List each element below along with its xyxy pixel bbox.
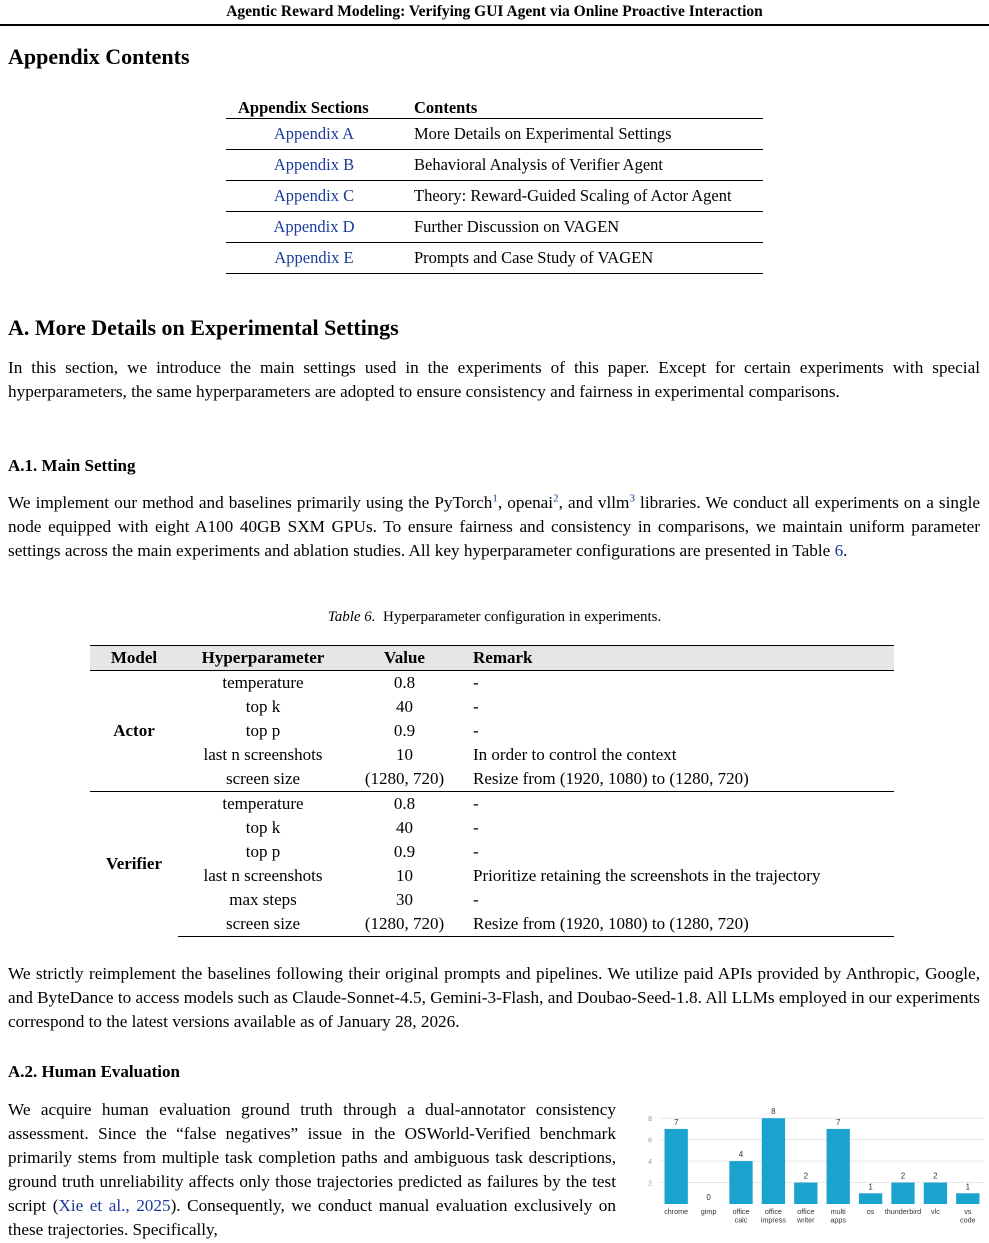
table-row bbox=[226, 212, 763, 243]
section-a-title: A. More Details on Experimental Settings bbox=[8, 315, 399, 340]
x-tick-label: impress bbox=[760, 1215, 786, 1225]
appendix-c-content: Theory: Reward-Guided Scaling of Actor Agent bbox=[402, 181, 763, 212]
appendix-b-content: Behavioral Analysis of Verifier Agent bbox=[402, 150, 763, 181]
x-tick-label: code bbox=[960, 1215, 976, 1225]
y-tick-label: 6 bbox=[648, 1137, 652, 1145]
table-row: last n screenshots 10 In order to control the context bbox=[203, 745, 677, 764]
table-row bbox=[226, 150, 763, 181]
bar-value-label: 1 bbox=[868, 1182, 873, 1192]
appendix-b-link[interactable]: Appendix B bbox=[273, 155, 355, 174]
bar-value-label: 0 bbox=[706, 1193, 711, 1202]
bar-value-label: 8 bbox=[771, 1107, 776, 1117]
bar bbox=[665, 1129, 688, 1204]
y-tick-label: 4 bbox=[648, 1159, 652, 1167]
bar bbox=[956, 1193, 979, 1204]
bar-value-label: 2 bbox=[803, 1171, 809, 1181]
section-a1-paragraph: We implement our method and baselines primarily using the PyTorch$^1$, openai$^2$, and vllm$^3$ libraries. We conduct all experiments on a single node equipped with eight A100 40GB SXM GPUs. To ensure fairness and consistency in comparisons, we maintain uniform parameter settings across the main experiments and ablation studies. All key hyperparameter configurations are presented in Table 6. bbox=[8, 492, 980, 560]
appendix-d-content: Further Discussion on VAGEN bbox=[402, 212, 763, 243]
x-tick-label: vs bbox=[964, 1207, 972, 1216]
bar bbox=[924, 1183, 947, 1204]
bar bbox=[794, 1183, 817, 1204]
x-tick-label: vlc bbox=[931, 1207, 940, 1216]
bar-chart-svg bbox=[640, 1080, 988, 1243]
x-tick-label: os bbox=[866, 1207, 875, 1216]
table-row: screen size (1280, 720) Resize from (1920, 1080) to (1280, 720) bbox=[90, 912, 894, 937]
bar bbox=[762, 1118, 785, 1204]
bar-value-label: 2 bbox=[900, 1171, 906, 1181]
bar bbox=[827, 1129, 850, 1204]
x-tick-label: thunderbird bbox=[884, 1207, 922, 1216]
x-tick-label: apps bbox=[830, 1215, 846, 1225]
appendix-contents-title: Appendix Contents bbox=[8, 44, 190, 69]
model-actor: Actor bbox=[113, 721, 155, 740]
bar-value-label: 4 bbox=[738, 1150, 744, 1160]
col-header-sections: Appendix Sections bbox=[226, 92, 402, 119]
col-header-model: Model bbox=[90, 646, 178, 671]
baselines-paragraph: We strictly reimplement the baselines following their original prompts and pipelines. We utilize paid APIs provided by Anthropic, Google, and ByteDance to access models such as Claude-Sonnet-4.5, Gemini-3-Flash, and Doubao-Seed-1.8. All LLMs employed in our experiments correspond to the latest versions available as of January 28, 2026. bbox=[8, 964, 980, 1031]
y-tick-label: 2 bbox=[648, 1180, 652, 1188]
bar bbox=[891, 1183, 914, 1204]
x-tick-label: chrome bbox=[664, 1207, 689, 1216]
col-header-remark: Remark bbox=[461, 646, 894, 671]
table-row bbox=[226, 243, 763, 274]
table-row: screen size (1280, 720) Resize from (1920, 1080) to (1280, 720) bbox=[225, 769, 749, 788]
appendix-contents-table bbox=[226, 92, 763, 274]
table-row: last n screenshots 10 Prioritize retaining the screenshots in the trajectory bbox=[203, 866, 821, 885]
y-tick-label: 8 bbox=[648, 1116, 652, 1124]
table-row bbox=[226, 119, 763, 150]
appendix-a-link[interactable]: Appendix A bbox=[273, 124, 355, 143]
bar-value-label: 7 bbox=[835, 1117, 841, 1127]
appendix-c-link[interactable]: Appendix C bbox=[273, 186, 355, 205]
x-tick-label: gimp bbox=[700, 1207, 717, 1216]
task-distribution-bar-chart bbox=[640, 1080, 988, 1243]
col-header-hyperparameter: Hyperparameter bbox=[178, 646, 348, 671]
running-head: Agentic Reward Modeling: Verifying GUI Agent via Online Proactive Interaction bbox=[226, 3, 763, 20]
table-6-caption: Table 6. Hyperparameter configuration in experiments. bbox=[327, 609, 662, 625]
bar bbox=[729, 1161, 752, 1204]
appendix-a-content: More Details on Experimental Settings bbox=[402, 119, 763, 150]
table-row bbox=[226, 181, 763, 212]
table-row: max steps 30 - bbox=[229, 890, 479, 909]
x-tick-label: multi bbox=[830, 1207, 846, 1216]
table-row: Verifier temperature 0.8 - bbox=[90, 792, 894, 817]
footnote-1-link[interactable]: 1 bbox=[492, 492, 498, 505]
col-header-contents: Contents bbox=[402, 92, 763, 119]
model-verifier: Verifier bbox=[90, 792, 178, 937]
x-tick-label: calc bbox=[734, 1215, 748, 1225]
appendix-e-link[interactable]: Appendix E bbox=[274, 248, 354, 267]
bar-value-label: 7 bbox=[673, 1117, 679, 1127]
table-row: top k 40 - bbox=[245, 818, 479, 837]
bar-value-label: 1 bbox=[965, 1182, 971, 1192]
table-6-ref-link[interactable]: 6 bbox=[834, 541, 844, 560]
appendix-e-content: Prompts and Case Study of VAGEN bbox=[402, 243, 763, 274]
x-tick-label: office bbox=[732, 1207, 750, 1216]
header-rule bbox=[0, 24, 989, 26]
section-a2-title: A.2. Human Evaluation bbox=[8, 1062, 180, 1081]
table-row: top p 0.9 - bbox=[245, 842, 479, 861]
table-row: Actor temperature 0.8 - bbox=[90, 671, 894, 696]
hyperparameter-table bbox=[90, 645, 894, 937]
section-a2-paragraph: We acquire human evaluation ground truth through a dual-annotator consistency assessment. Since the “false negatives” issue in the OSWorld-Verified benchmark primarily stems from multiple task completion paths and ambiguous task descriptions, ground truth unreliability affects only those trajectories predicted as failures by the test script (Xie et al., 2025). Consequently, we conduct manual evaluation exclusively on these trajectories. Specifically, bbox=[8, 1100, 616, 1239]
section-a-intro: In this section, we introduce the main settings used in the experiments of this paper. Except for certain experiments with special hyperparameters, the same hyperparameters are adopted to ensure consistency and fairness in experimental comparisons. bbox=[8, 358, 980, 401]
footnote-3-link[interactable]: 3 bbox=[629, 492, 635, 505]
xie-citation-link[interactable]: Xie et al., 2025 bbox=[58, 1196, 171, 1215]
appendix-d-link[interactable]: Appendix D bbox=[273, 217, 355, 236]
table-row: top p 0.9 - bbox=[245, 721, 479, 740]
bar bbox=[859, 1193, 882, 1204]
footnote-2-link[interactable]: 2 bbox=[553, 492, 559, 505]
col-header-value: Value bbox=[348, 646, 461, 671]
x-tick-label: office bbox=[797, 1207, 815, 1216]
x-tick-label: office bbox=[764, 1207, 782, 1216]
bar-value-label: 2 bbox=[933, 1171, 938, 1181]
section-a1-title: A.1. Main Setting bbox=[8, 456, 136, 475]
x-tick-label: writer bbox=[797, 1215, 815, 1225]
table-row: top k 40 - bbox=[245, 697, 479, 716]
